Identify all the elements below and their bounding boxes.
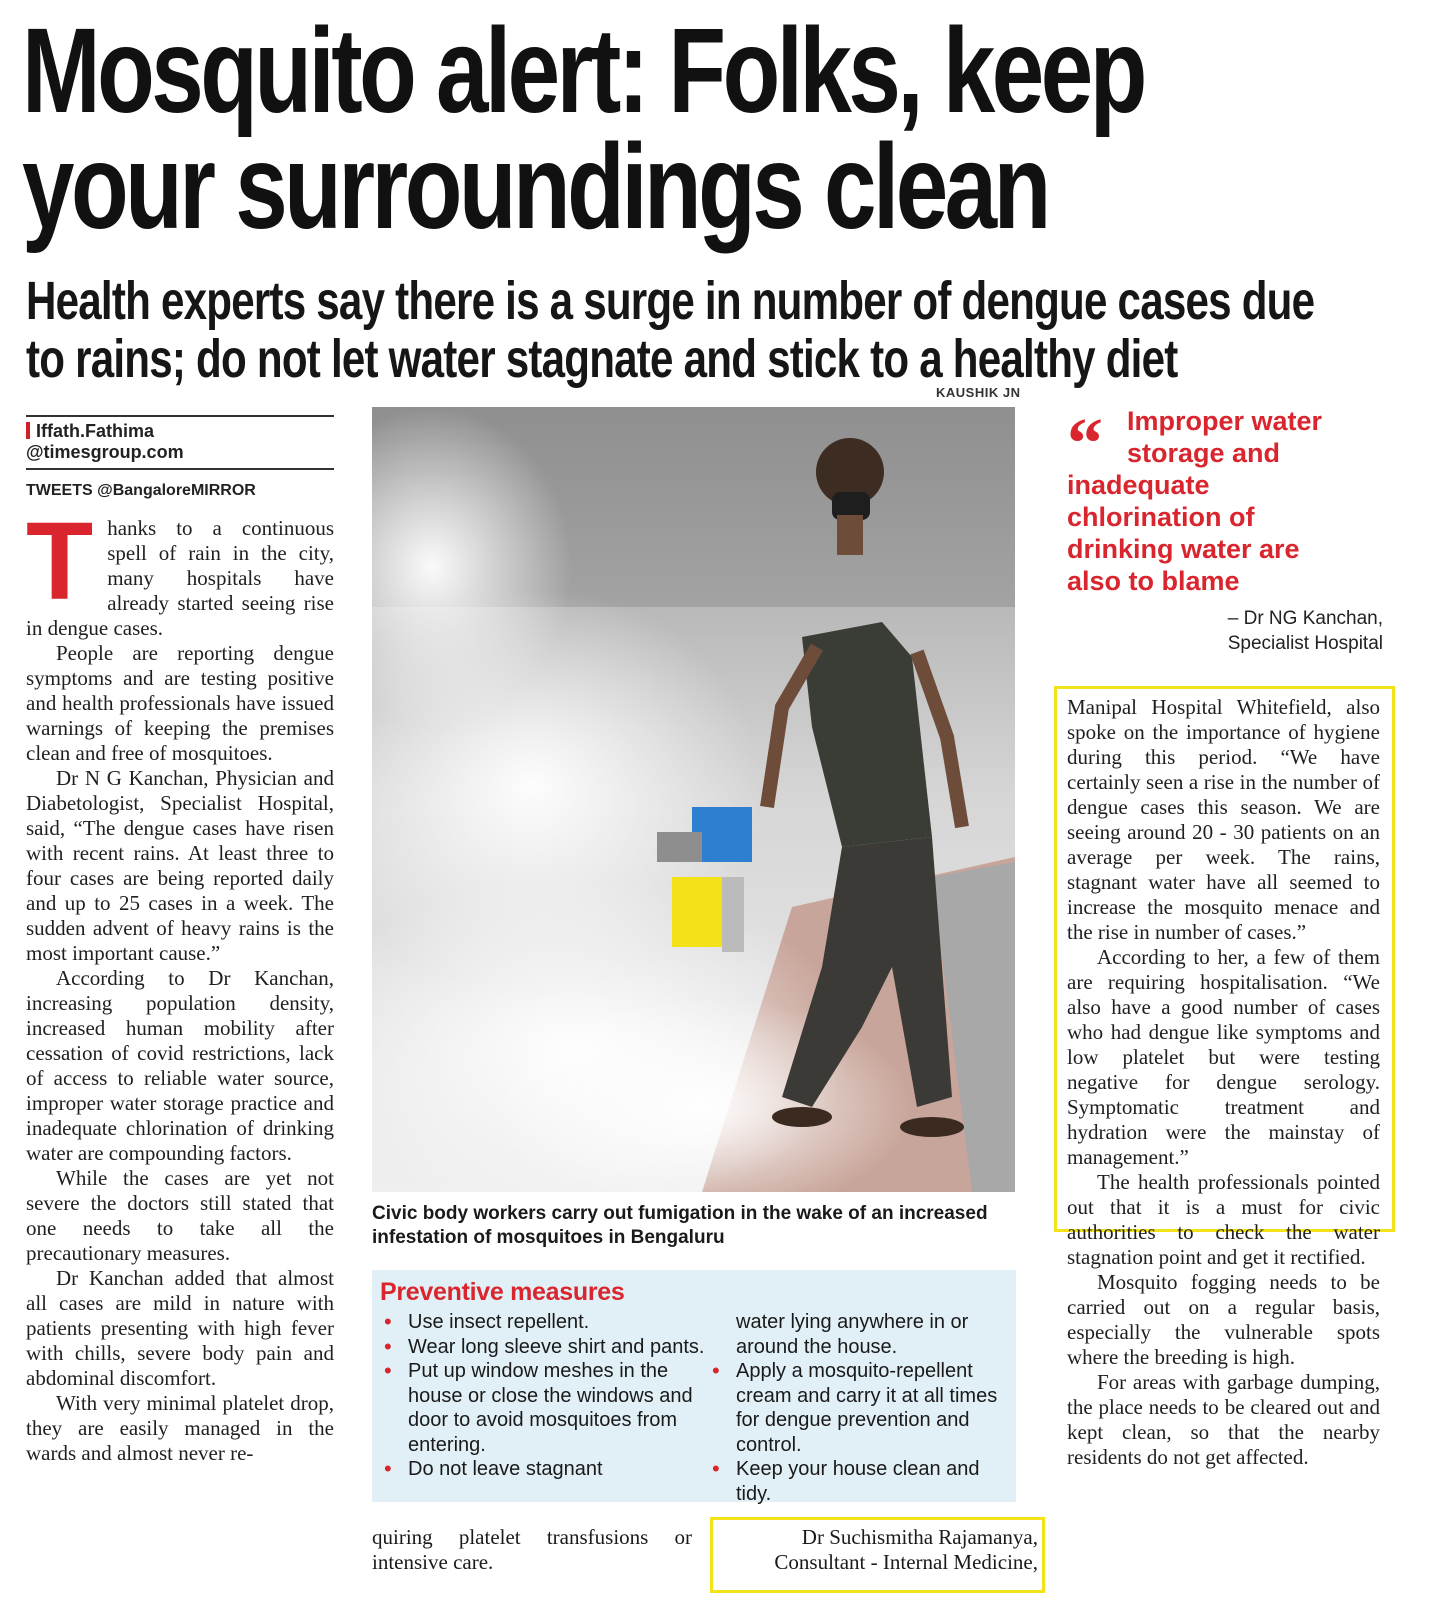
preventive-item: • Use insect repellent.	[378, 1310, 708, 1335]
preventive-title: Preventive measures	[380, 1278, 625, 1306]
preventive-item: • Put up window meshes in the house or close the windows and door to avoid mosquitoes from entering.	[378, 1359, 708, 1457]
paragraph-3: Dr N G Kanchan, Physician and Diabetologist, Specialist Hospital, said, “The dengue cases have risen with recent rains. At least three to four cases are being reported daily and up to 25 cases in a week. The sudden advent of heavy rains is the most important cause.”	[26, 766, 334, 965]
photo-caption: Civic body workers carry out fumigation in the wake of an increased infestation of mosquitoes in Bengaluru	[372, 1203, 988, 1248]
pull-quote-line: storage and	[1127, 438, 1281, 468]
subheadline	[26, 272, 1383, 388]
paragraph-6: Dr Kanchan added that almost all cases are mild in nature with patients presenting with high fever with chills, severe body pain and abdominal discomfort.	[26, 1266, 334, 1390]
preventive-item: • Wear long sleeve shirt and pants.	[378, 1335, 708, 1360]
doctor-name: Dr Suchismitha Rajamanya,	[801, 1525, 1038, 1549]
preventive-measures-box	[372, 1270, 1016, 1505]
byline-author	[26, 417, 334, 442]
subhead-line-2: to rains; do not let water stagnate and stick to a healthy diet	[26, 329, 1178, 389]
pull-quote-attribution-name: – Dr NG Kanchan,	[1227, 608, 1383, 629]
column-3	[1067, 695, 1380, 1470]
headline-line-1: Mosquito alert: Folks, keep	[22, 2, 1144, 138]
preventive-item: • Keep your house clean and tidy.	[706, 1457, 1016, 1506]
drop-cap: T	[26, 500, 94, 623]
preventive-item-continued: water lying anywhere in or around the house.	[736, 1311, 969, 1358]
col3-paragraph-1: Manipal Hospital Whitefield, also spoke on the importance of hygiene during this period. “We have certainly seen a rise in the number of dengue cases this season. We are seeing around 20 - 30 patients on an average per week. The rains, stagnant water have all seemed to increase the mosquito menace and the rise in number of cases.”	[1067, 695, 1380, 944]
paragraph-5: While the cases are yet not severe the doctors still stated that one needs to take all the precautionary measures.	[26, 1166, 334, 1265]
paragraph-1-text: hanks to a continuous spell of rain in the city, many hospitals have already started seeing rise in dengue cases.	[26, 516, 334, 640]
col3-paragraph-5: For areas with garbage dumping, the place needs to be cleared out and kept clean, so that the nearby residents do not get affected.	[1067, 1370, 1380, 1469]
byline-email: @timesgroup.com	[26, 442, 184, 462]
column-1	[26, 500, 334, 1466]
col3-paragraph-3: The health professionals pointed out that it is a must for civic authorities to check the water stagnation point and get it rectified.	[1067, 1170, 1380, 1269]
preventive-item: • Do not leave stagnant	[378, 1457, 708, 1482]
paragraph-2: People are reporting dengue symptoms and are testing positive and health professionals have issued warnings of keeping the premises clean and free of mosquitoes.	[26, 641, 334, 765]
pull-quote-line: drinking water are	[1067, 534, 1300, 564]
pull-quote-attribution-org: Specialist Hospital	[1227, 633, 1383, 654]
paragraph-1	[26, 500, 334, 641]
col3-paragraph-4: Mosquito fogging needs to be carried out on a regular basis, especially the vulnerable spots where the breeding is high.	[1067, 1270, 1380, 1369]
photo-credit: KAUSHIK JN	[936, 385, 1021, 400]
byline-tweets: TWEETS @BangaloreMIRROR	[26, 482, 256, 499]
preventive-item: • Apply a mosquito-repellent cream and carry it at all times for dengue prevention and control.	[706, 1359, 1016, 1457]
pull-quote	[1067, 405, 1397, 597]
headline	[22, 2, 1426, 254]
column-2-continuation: quiring platelet transfusions or intensive care.	[372, 1525, 692, 1574]
fumigation-photo	[372, 407, 1015, 1192]
pull-quote-line: chlorination of	[1067, 502, 1255, 532]
headline-line-2: your surroundings clean	[22, 118, 1048, 254]
pull-quote-line: inadequate	[1067, 470, 1210, 500]
byline-rule-bottom	[26, 468, 334, 470]
quote-mark-icon: “	[1067, 403, 1103, 483]
preventive-list-left	[378, 1310, 708, 1482]
doctor-title: Consultant - Internal Medicine,	[774, 1550, 1038, 1574]
pull-quote-line: also to blame	[1067, 566, 1240, 596]
pull-quote-line: Improper water	[1127, 406, 1323, 436]
byline-name-text: Iffath.Fathima	[36, 421, 155, 441]
pull-quote-attribution	[1228, 606, 1383, 656]
fumigation-illustration	[372, 407, 1015, 1192]
paragraph-7: With very minimal platelet drop, they are easily managed in the wards and almost never re-	[26, 1391, 334, 1465]
paragraph-4: According to Dr Kanchan, increasing population density, increased human mobility after cessation of covid restrictions, lack of access to reliable water source, improper water storage practice and inadequate chlorination of drinking water are compounding factors.	[26, 966, 334, 1165]
col3-paragraph-2: According to her, a few of them are requiring hospitalisation. “We also have a good number of cases who had dengue like symptoms and low platelet but were testing negative for dengue serology. Symptomatic treatment and hydration were the mainstay of management.”	[1067, 945, 1380, 1169]
byline	[26, 415, 334, 500]
preventive-list-right	[706, 1310, 1016, 1506]
subhead-line-1: Health experts say there is a surge in number of dengue cases due	[26, 271, 1315, 331]
byline-marker	[26, 422, 30, 439]
doctor-attribution	[720, 1525, 1038, 1575]
